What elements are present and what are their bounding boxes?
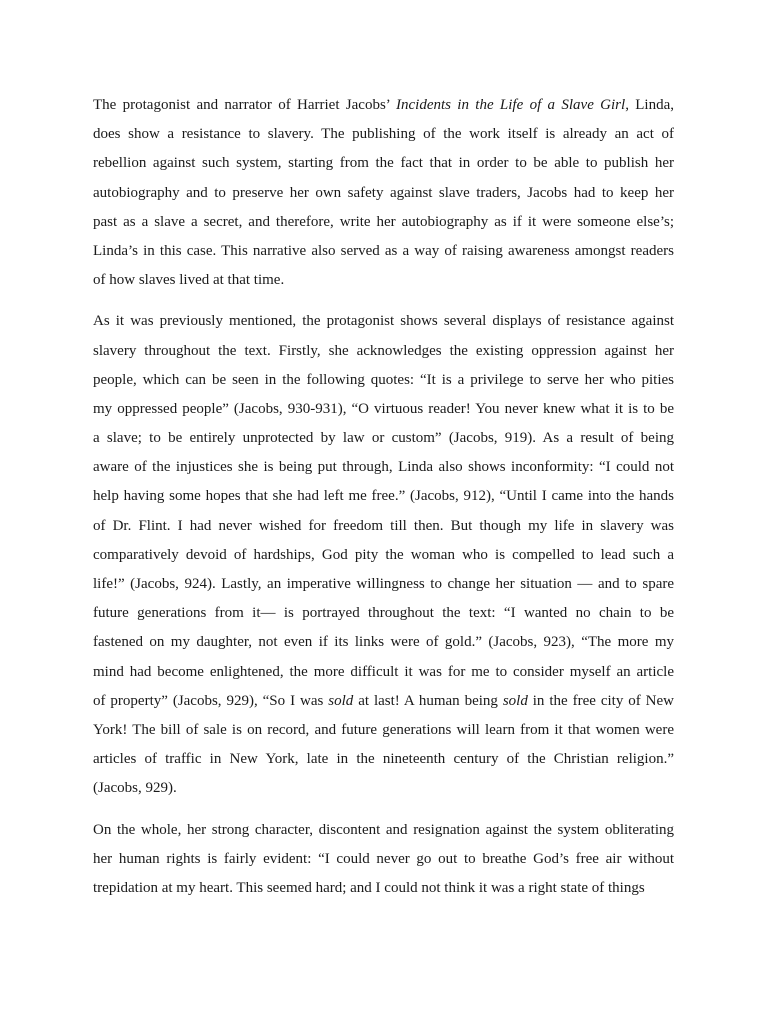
text-line (93, 745, 674, 774)
text-line (93, 599, 674, 628)
text-line (93, 307, 674, 336)
text-segment: in the free city of New (527, 692, 675, 709)
text-segment: past as a slave a secret, and therefore, write her autobiography as if it were someone else’s; (93, 213, 674, 230)
text-line (93, 774, 674, 803)
text-segment: (Jacobs, 929). (93, 780, 177, 797)
text-line (93, 120, 674, 149)
text-line (93, 424, 674, 453)
text-segment: As it was previously mentioned, the protagonist shows several displays of resistance against (93, 313, 674, 330)
paragraph (93, 307, 674, 803)
text-line (93, 149, 674, 178)
text-line (93, 716, 674, 745)
paragraph-gap (93, 295, 674, 307)
text-segment: slavery throughout the text. Firstly, she acknowledges the existing oppression against her (93, 342, 674, 359)
text-segment: comparatively devoid of hardships, God pity the woman who is compelled to lead such a (93, 546, 674, 563)
document-body (93, 91, 674, 903)
text-segment: of property” (Jacobs, 929), “So I was (93, 692, 329, 709)
text-segment: people, which can be seen in the following quotes: “It is a privilege to serve her who pities (93, 371, 674, 388)
text-segment: future generations from it— is portrayed throughout the text: “I wanted no chain to be (93, 605, 674, 622)
text-segment: fastened on my daughter, not even if its links were of gold.” (Jacobs, 923), “The more my (93, 634, 674, 651)
text-segment: of how slaves lived at that time. (93, 272, 285, 289)
text-line (93, 453, 674, 482)
text-segment: rebellion against such system, starting from the fact that in order to be able to publish her (93, 155, 674, 172)
text-line (93, 570, 674, 599)
text-line (93, 816, 674, 845)
text-segment: articles of traffic in New York, late in the nineteenth century of the Christian religion.” (93, 751, 674, 768)
text-line (93, 512, 674, 541)
document-page (93, 91, 674, 903)
text-segment: at last! A human being (353, 692, 503, 709)
text-segment: help having some hopes that she had left me free.” (Jacobs, 912), “Until I came into the hands (93, 488, 674, 505)
text-segment: The protagonist and narrator of Harriet Jacobs’ (93, 97, 396, 113)
text-line (93, 874, 674, 903)
text-line (93, 845, 674, 874)
text-line (93, 179, 674, 208)
text-line (93, 395, 674, 424)
text-segment: her human rights is fairly evident: “I could never go out to breathe God’s free air without (93, 850, 674, 867)
text-segment: does show a resistance to slavery. The publishing of the work itself is already an act of (93, 126, 674, 143)
italic-text: Incidents in the Life of a Slave Girl (396, 97, 626, 113)
text-segment: York! The bill of sale is on record, and future generations will learn from it that women were (93, 721, 674, 738)
text-line (93, 687, 674, 716)
text-segment: aware of the injustices she is being put through, Linda also shows inconformity: “I could not (93, 459, 674, 476)
text-segment: Linda’s in this case. This narrative also served as a way of raising awareness amongst readers (93, 242, 674, 259)
text-line (93, 658, 674, 687)
italic-text: sold (328, 692, 354, 709)
text-segment: my oppressed people” (Jacobs, 930-931), “O virtuous reader! You never knew what it is to be (93, 400, 674, 417)
text-segment: , Linda, (625, 97, 674, 113)
text-line (93, 366, 674, 395)
text-segment: a slave; to be entirely unprotected by law or custom” (Jacobs, 919). As a result of being (93, 430, 674, 447)
text-segment: trepidation at my heart. This seemed hard; and I could not think it was a right state of things (93, 879, 645, 896)
paragraph (93, 91, 674, 295)
paragraph-gap (93, 804, 674, 816)
text-line (93, 237, 674, 266)
text-line (93, 337, 674, 366)
text-segment: life!” (Jacobs, 924). Lastly, an imperative willingness to change her situation — and to spare (93, 576, 674, 592)
text-segment: autobiography and to preserve her own safety against slave traders, Jacobs had to keep her (93, 184, 674, 201)
text-segment: of Dr. Flint. I had never wished for freedom till then. But though my life in slavery was (93, 517, 674, 534)
text-line (93, 628, 674, 657)
text-line (93, 208, 674, 237)
text-line (93, 541, 674, 570)
italic-text: sold (502, 692, 528, 709)
paragraph (93, 816, 674, 904)
text-segment: On the whole, her strong character, discontent and resignation against the system obliterating (93, 821, 674, 838)
text-line (93, 482, 674, 511)
text-line (93, 266, 674, 295)
text-segment: mind had become enlightened, the more difficult it was for me to consider myself an article (93, 663, 674, 680)
text-line (93, 91, 674, 120)
